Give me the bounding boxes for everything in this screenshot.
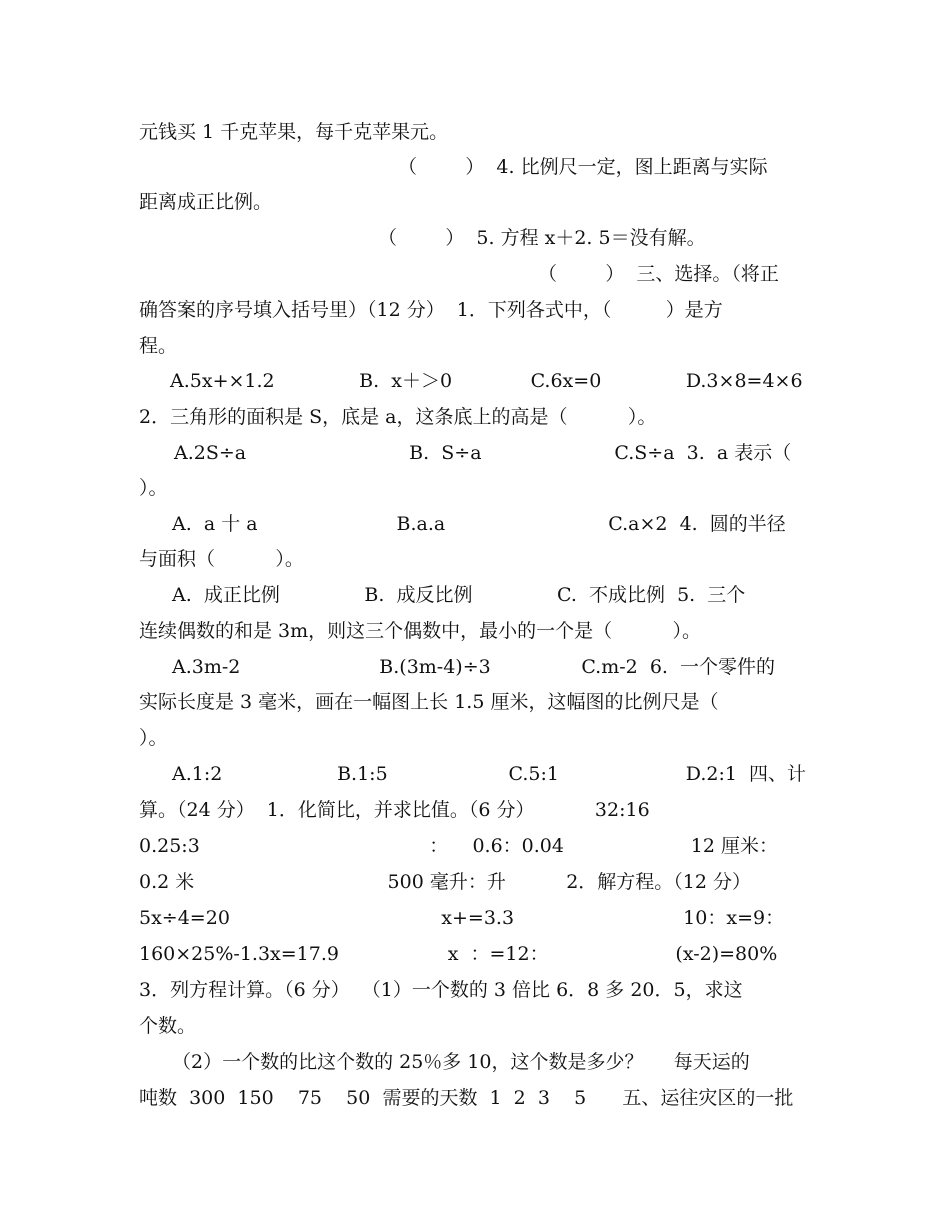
text-line-25: 3．列方程计算。（6 分） （1）一个数的 3 倍比 6．8 多 20．5，求这 [139, 979, 743, 1001]
text-line-22: 0.2 米 500 毫升：升 2．解方程。（12 分） [139, 871, 752, 893]
text-line-18: ）。 [139, 727, 168, 749]
text-line-10: A.2S÷a B. S÷a C.S÷a 3. a 表示（ [174, 442, 792, 464]
text-line-8: A.5x+×1.2 B. x＋＞0 C.6x=0 D.3×8=4×6 [170, 370, 803, 392]
text-line-14: A. 成正比例 B. 成反比例 C. 不成比例 5. 三个 [172, 584, 746, 606]
text-line-26: 个数。 [139, 1015, 197, 1037]
text-line-13: 与面积（ ）。 [139, 548, 304, 570]
text-line-28: 吨数 300 150 75 50 需要的天数 1 2 3 5 五、运往灾区的一批 [139, 1087, 794, 1109]
text-line-3: 距离成正比例。 [139, 191, 273, 213]
text-line-9: 2．三角形的面积是 S，底是 a，这条底上的高是（ ）。 [139, 406, 657, 428]
text-line-21: 0.25:3 ： 0.6：0.04 12 厘米： [139, 835, 779, 857]
text-line-7: 程。 [139, 335, 178, 357]
text-line-12: A. a 十 a B.a.a C.a×2 4. 圆的半径 [172, 513, 786, 535]
text-line-5: （ ） 三、选择。（将正 [538, 263, 779, 285]
text-line-17: 实际长度是 3 毫米，画在一幅图上长 1.5 厘米，这幅图的比例尺是（ [139, 691, 719, 713]
text-line-1: 元钱买 1 千克苹果，每千克苹果元。 [139, 121, 449, 143]
text-line-6: 确答案的序号填入括号里）（12 分） 1．下列各式中，（ ）是方 [139, 299, 723, 321]
text-line-11: ）。 [139, 477, 168, 499]
text-line-4: （ ） 5. 方程 x＋2. 5＝没有解。 [378, 227, 706, 249]
text-line-23: 5x÷4=20 x+=3.3 10：x=9： [139, 907, 785, 929]
text-line-27: （2）一个数的比这个数的 25％多 10，这个数是多少？ 每天运的 [172, 1051, 750, 1073]
text-line-20: 算。（24 分） 1．化简比，并求比值。（6 分） 32:16 [139, 799, 650, 821]
text-line-15: 连续偶数的和是 3m，则这三个偶数中，最小的一个是（ ）。 [139, 620, 702, 642]
text-line-16: A.3m-2 B.(3m-4)÷3 C.m-2 6. 一个零件的 [172, 656, 776, 678]
text-line-2: （ ） 4. 比例尺一定，图上距离与实际 [398, 156, 768, 178]
text-line-24: 160×25%-1.3x=17.9 x ：=12： (x-2)=80% [139, 943, 778, 965]
text-line-19: A.1:2 B.1:5 C.5:1 D.2:1 四、计 [172, 763, 807, 785]
